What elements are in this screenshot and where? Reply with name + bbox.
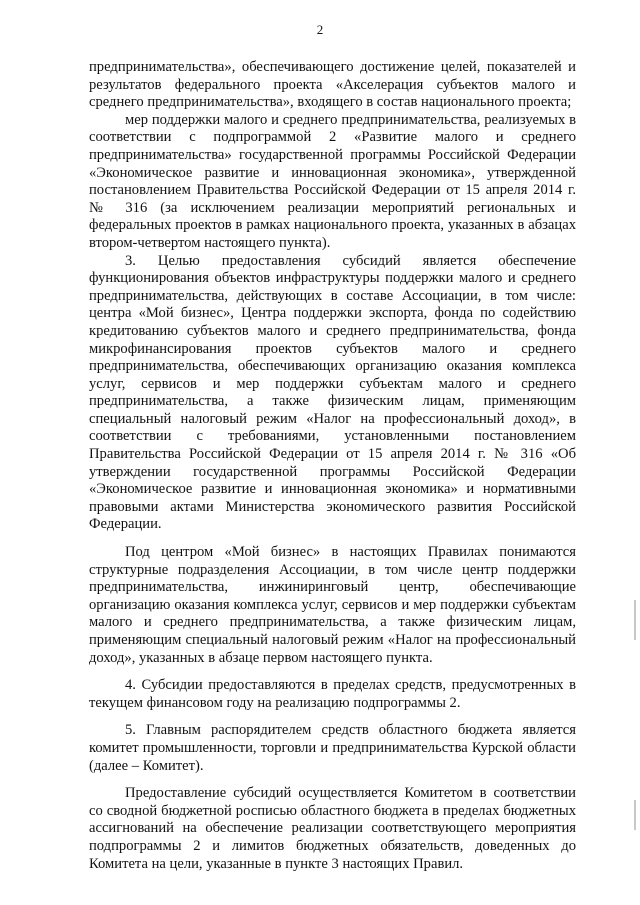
paragraph-subsidy-provision: Предоставление субсидий осуществляется Комитетом в соответствии со сводной бюджетной росписью областного бюджета в пределах бюджетных ассигнований на обеспечение реализации соответствующего мероприятия подпрограммы 2 и лимитов бюджетных обязательств, доведенных до Комитета на цели, указанные в пункте 3 настоящих Правил.: [89, 785, 576, 872]
paragraph-continuation: предпринимательства», обеспечивающего достижение целей, показателей и результатов федерального проекта «Акселерация субъектов малого и среднего предпринимательства», входящего в состав национального проекта;: [89, 59, 576, 111]
paragraph-item-4-limits: 4. Субсидии предоставляются в пределах средств, предусмотренных в текущем финансовом году на реализацию подпрограммы 2.: [89, 677, 576, 711]
paragraph-item-3-purpose: 3. Целью предоставления субсидий является обеспечение функционирования объектов инфраструктуры поддержки малого и среднего предпринимательства, действующих в составе Ассоциации, в том числе: центра «Мой бизнес», Центра поддержки экспорта, фонда по содействию кредитованию субъектов малого и среднего предпринимательства, фонда микрофинансирования проектов субъектов малого и среднего предпринимательства, обеспечивающих организацию оказания комплекса услуг, сервисов и мер поддержки субъектам малого и среднего предпринимательства, а также физическим лицам, применяющим специальный налоговый режим «Налог на профессиональный доход», в соответствии с требованиями, установленными постановлением Правительства Российской Федерации от 15 апреля 2014 г. № 316 «Об утверждении государственной программы Российской Федерации «Экономическое развитие и инновационная экономика» и нормативными правовыми актами Министерства экономического развития Российской Федерации.: [89, 252, 576, 533]
paragraph-support-measures: мер поддержки малого и среднего предпринимательства, реализуемых в соответствии с подпрограммой 2 «Развитие малого и среднего предпринимательства» государственной программы Российской Федерации «Экономическое развитие и инновационная экономика», утвержденной постановлением Правительства Российской Федерации от 15 апреля 2014 г. № 316 (за исключением реализации мероприятий региональных и федеральных проектов в рамках национального проекта, указанных в абзацах втором-четвертом настоящего пункта).: [89, 111, 576, 251]
paragraph-my-business-definition: Под центром «Мой бизнес» в настоящих Правилах понимаются структурные подразделения Ассоциации, в том числе центр поддержки предпринимательства, инжиниринговый центр, обеспечивающие организацию оказания комплекса услуг, сервисов и мер поддержки субъектам малого и среднего предпринимательства, а также физическим лицам, применяющим специальный налоговый режим «Налог на профессиональный доход», указанных в абзаце первом настоящего пункта.: [89, 544, 576, 666]
scan-edge-mark-lower: [634, 800, 636, 830]
scan-edge-mark-upper: [634, 600, 636, 640]
page-number: 2: [316, 22, 324, 37]
paragraph-item-5-chief-administrator: 5. Главным распорядителем средств областного бюджета является комитет промышленности, торговли и предпринимательства Курской области (далее – Комитет).: [89, 722, 576, 774]
document-body: [89, 59, 576, 873]
